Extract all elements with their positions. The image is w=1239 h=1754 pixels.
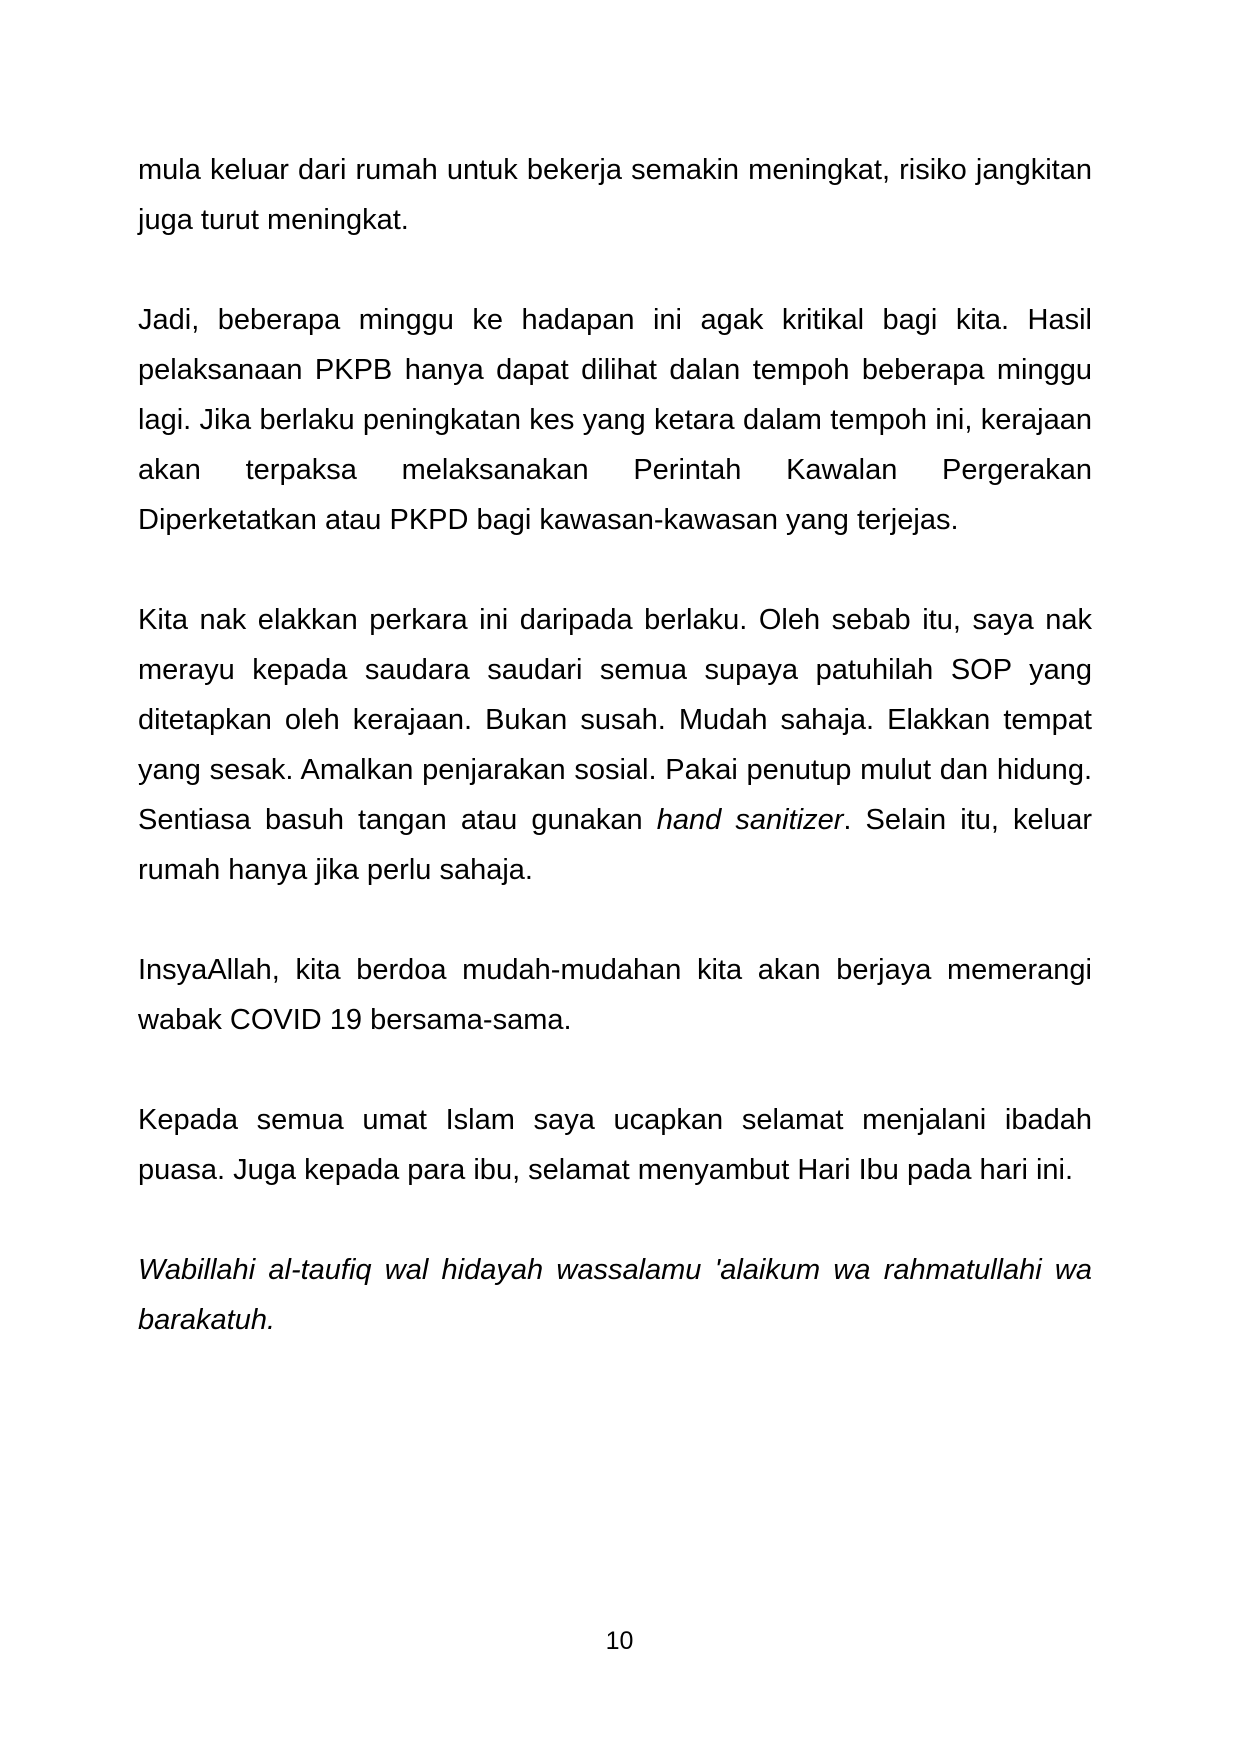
- paragraph-3-text-before: Kita nak elakkan perkara ini daripada berlaku. Oleh sebab itu, saya nak merayu kepada saudara saudari semua supaya patuhilah SOP yang ditetapkan oleh kerajaan. Bukan susah. Mudah sahaja. Elakkan tempat yang sesak. Amalkan penjarakan sosial. Pakai penutup mulut dan hidung. Sentiasa basuh tangan atau gunakan: [138, 604, 1092, 836]
- page-number: 10: [605, 1627, 634, 1655]
- paragraph-4: InsyaAllah, kita berdoa mudah-mudahan kita akan berjaya memerangi wabak COVID 19 bersama-sama.: [138, 954, 1092, 1036]
- paragraph-3-text-after: . Selain itu, keluar rumah hanya jika perlu sahaja.: [138, 804, 1093, 886]
- paragraph-1: mula keluar dari rumah untuk bekerja semakin meningkat, risiko jangkitan juga turut meningkat.: [138, 154, 1092, 236]
- paragraph-5: Kepada semua umat Islam saya ucapkan selamat menjalani ibadah puasa. Juga kepada para ibu, selamat menyambut Hari Ibu pada hari ini.: [138, 1104, 1092, 1186]
- paragraph-3: [138, 595, 1092, 895]
- paragraph-6-closing-salutation: Wabillahi al-taufiq wal hidayah wassalamu 'alaikum wa rahmatullahi wa barakatuh.: [138, 1254, 1092, 1336]
- paragraph-2: Jadi, beberapa minggu ke hadapan ini agak kritikal bagi kita. Hasil pelaksanaan PKPB hanya dapat dilihat dalan tempoh beberapa minggu lagi. Jika berlaku peningkatan kes yang ketara dalam tempoh ini, kerajaan akan terpaksa melaksanakan Perintah Kawalan Pergerakan Diperketatkan atau PKPD bagi kawasan-kawasan yang terjejas.: [138, 304, 1092, 536]
- document-body: [138, 145, 1092, 1395]
- paragraph-3-italic-phrase: hand sanitizer: [656, 804, 844, 836]
